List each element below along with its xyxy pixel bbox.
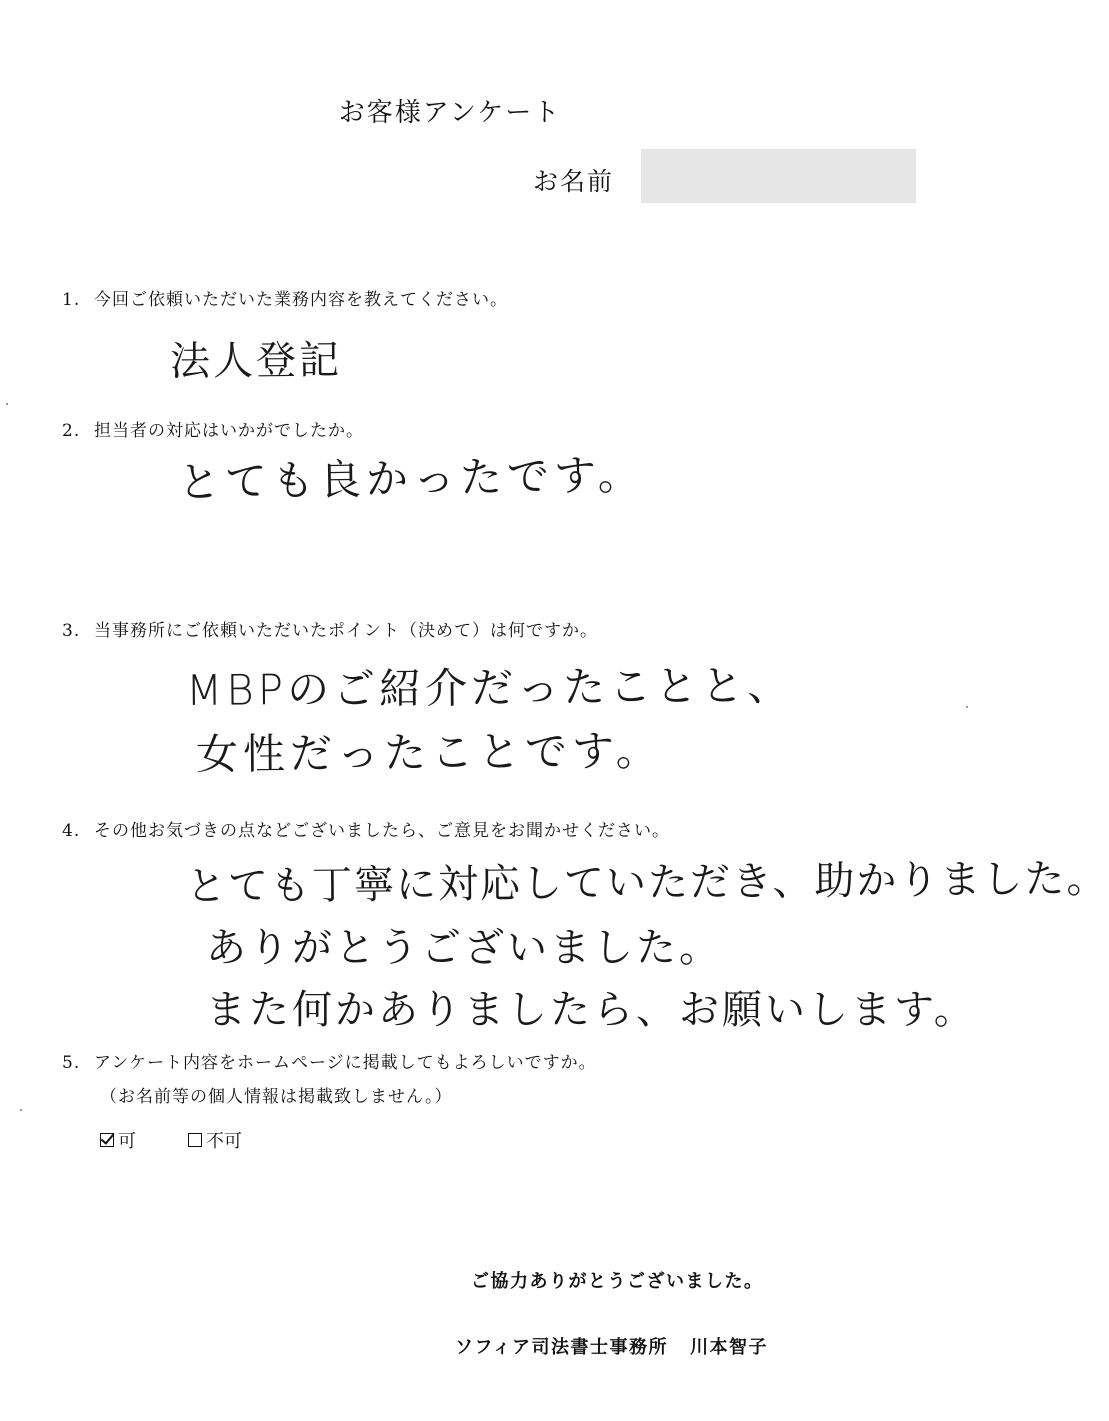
question-number: 1.	[62, 290, 81, 310]
office-name: ソフィア司法書士事務所	[455, 1337, 669, 1358]
consent-deny-option[interactable]	[188, 1127, 242, 1153]
scan-speck	[6, 403, 8, 405]
question-text: 今回ご依頼いただいた業務内容を教えてください。	[94, 290, 508, 310]
question-1	[62, 285, 508, 310]
question-text: 担当者の対応はいかがでしたか。	[94, 421, 364, 441]
consent-allow-option[interactable]	[100, 1127, 136, 1153]
scan-speck	[20, 1109, 22, 1111]
question-text: アンケート内容をホームページに掲載してもよろしいですか。	[94, 1053, 597, 1073]
answer-3-line-2: 女性だったことです。	[195, 725, 663, 779]
name-field-redacted	[641, 149, 916, 203]
checked-checkbox-icon[interactable]	[100, 1133, 114, 1147]
person-name: 川本智子	[690, 1337, 769, 1358]
question-number: 5.	[62, 1053, 81, 1073]
thanks-message: ご協力ありがとうございました。	[471, 1271, 764, 1292]
survey-title: お客様アンケート	[338, 98, 562, 128]
consent-deny-label: 不可	[206, 1131, 242, 1152]
question-text: その他お気づきの点などございましたら、ご意見をお聞かせください。	[94, 821, 670, 841]
question-text: 当事務所にご依頼いただいたポイント（決めて）は何ですか。	[94, 621, 598, 641]
answer-4-line-2: ありがとうございました。	[206, 925, 722, 971]
answer-2-handwritten: とても良かったです。	[177, 449, 646, 507]
question-5	[62, 1048, 597, 1073]
office-signature	[455, 1333, 768, 1359]
question-number: 2.	[62, 421, 81, 441]
consent-allow-label: 可	[118, 1131, 136, 1152]
question-4	[62, 816, 670, 841]
scan-speck	[966, 706, 968, 708]
answer-4-line-3: また何かありましたら、お願いします。	[206, 987, 977, 1033]
question-number: 4.	[62, 821, 81, 841]
question-5-note: （お名前等の個人情報は掲載致しません。）	[100, 1087, 453, 1107]
answer-4-line-1: とても丁寧に対応していただき、助かりました。	[185, 855, 1109, 910]
name-label: お名前	[533, 167, 615, 196]
answer-1-handwritten: 法人登記	[169, 337, 343, 385]
question-3	[62, 616, 598, 641]
answer-3-line-1: MBPのご紹介だったことと、	[185, 660, 794, 715]
question-2	[62, 416, 364, 441]
empty-checkbox-icon[interactable]	[188, 1133, 202, 1147]
question-number: 3.	[62, 621, 81, 641]
